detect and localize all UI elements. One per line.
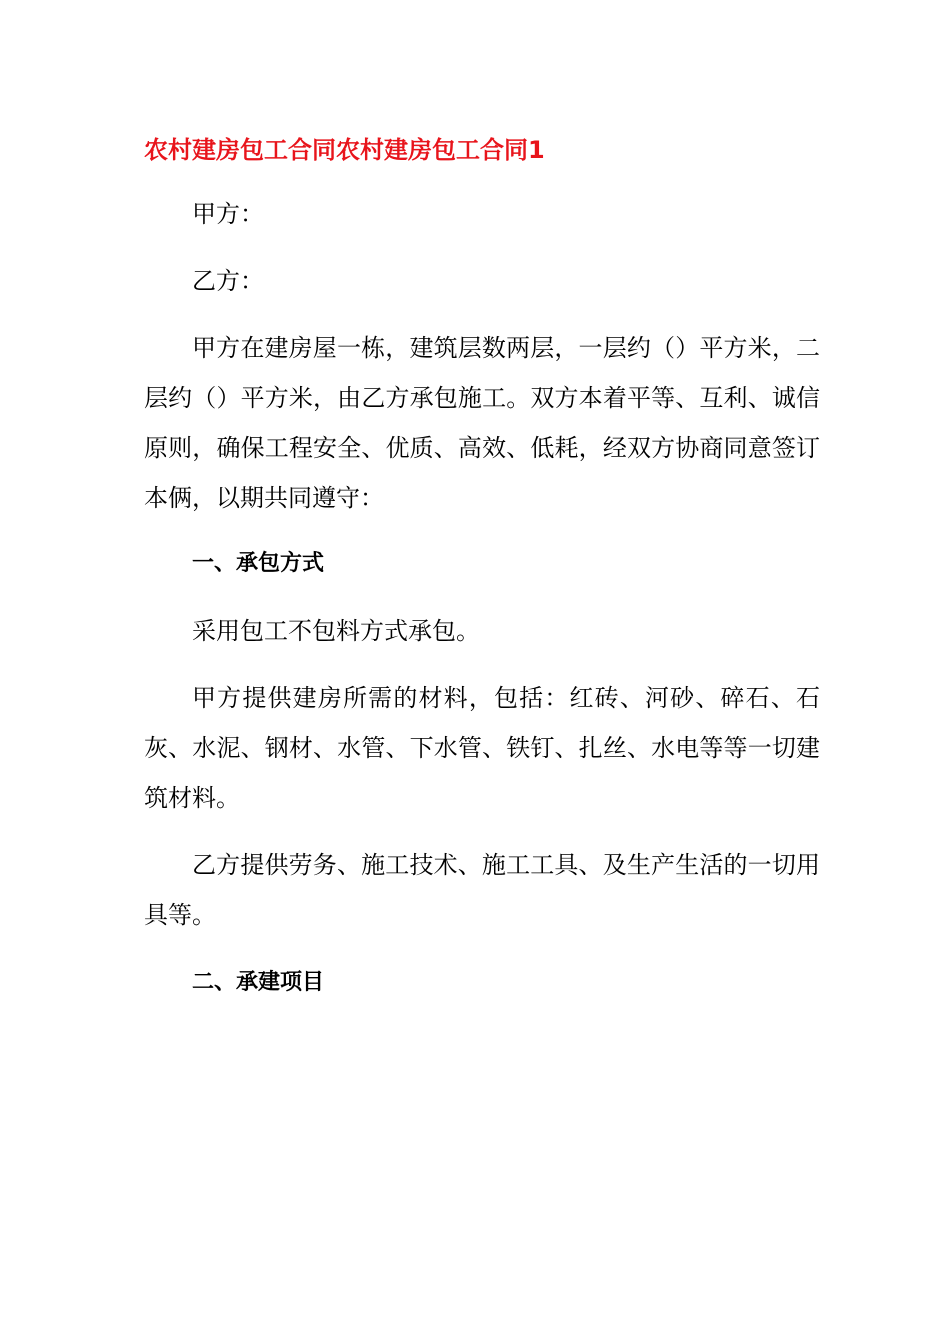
party-a-label: 甲方： [192, 200, 264, 228]
intro-paragraph: 甲方在建房屋一栋，建筑层数两层，一层约（）平方米，二层约（）平方米，由乙方承包施工。双方本着平等、互利、诚信原则，确保工程安全、优质、高效、低耗，经双方协商同意签订本俩，以期共同遵守： [144, 334, 820, 512]
labor-paragraph: 乙方提供劳务、施工技术、施工工具、及生产生活的一切用具等。 [144, 851, 820, 929]
party-b-label: 乙方： [192, 267, 264, 295]
section-1-heading: 一、承包方式 [192, 551, 325, 576]
section-2-heading: 二、承建项目 [192, 970, 325, 995]
materials-paragraph: 甲方提供建房所需的材料，包括：红砖、河砂、碎石、石灰、水泥、钢材、水管、下水管、铁钉、扎丝、水电等等一切建筑材料。 [144, 684, 820, 812]
contract-mode-paragraph: 采用包工不包料方式承包。 [192, 617, 480, 645]
document-title: 农村建房包工合同农村建房包工合同1 [144, 136, 545, 164]
